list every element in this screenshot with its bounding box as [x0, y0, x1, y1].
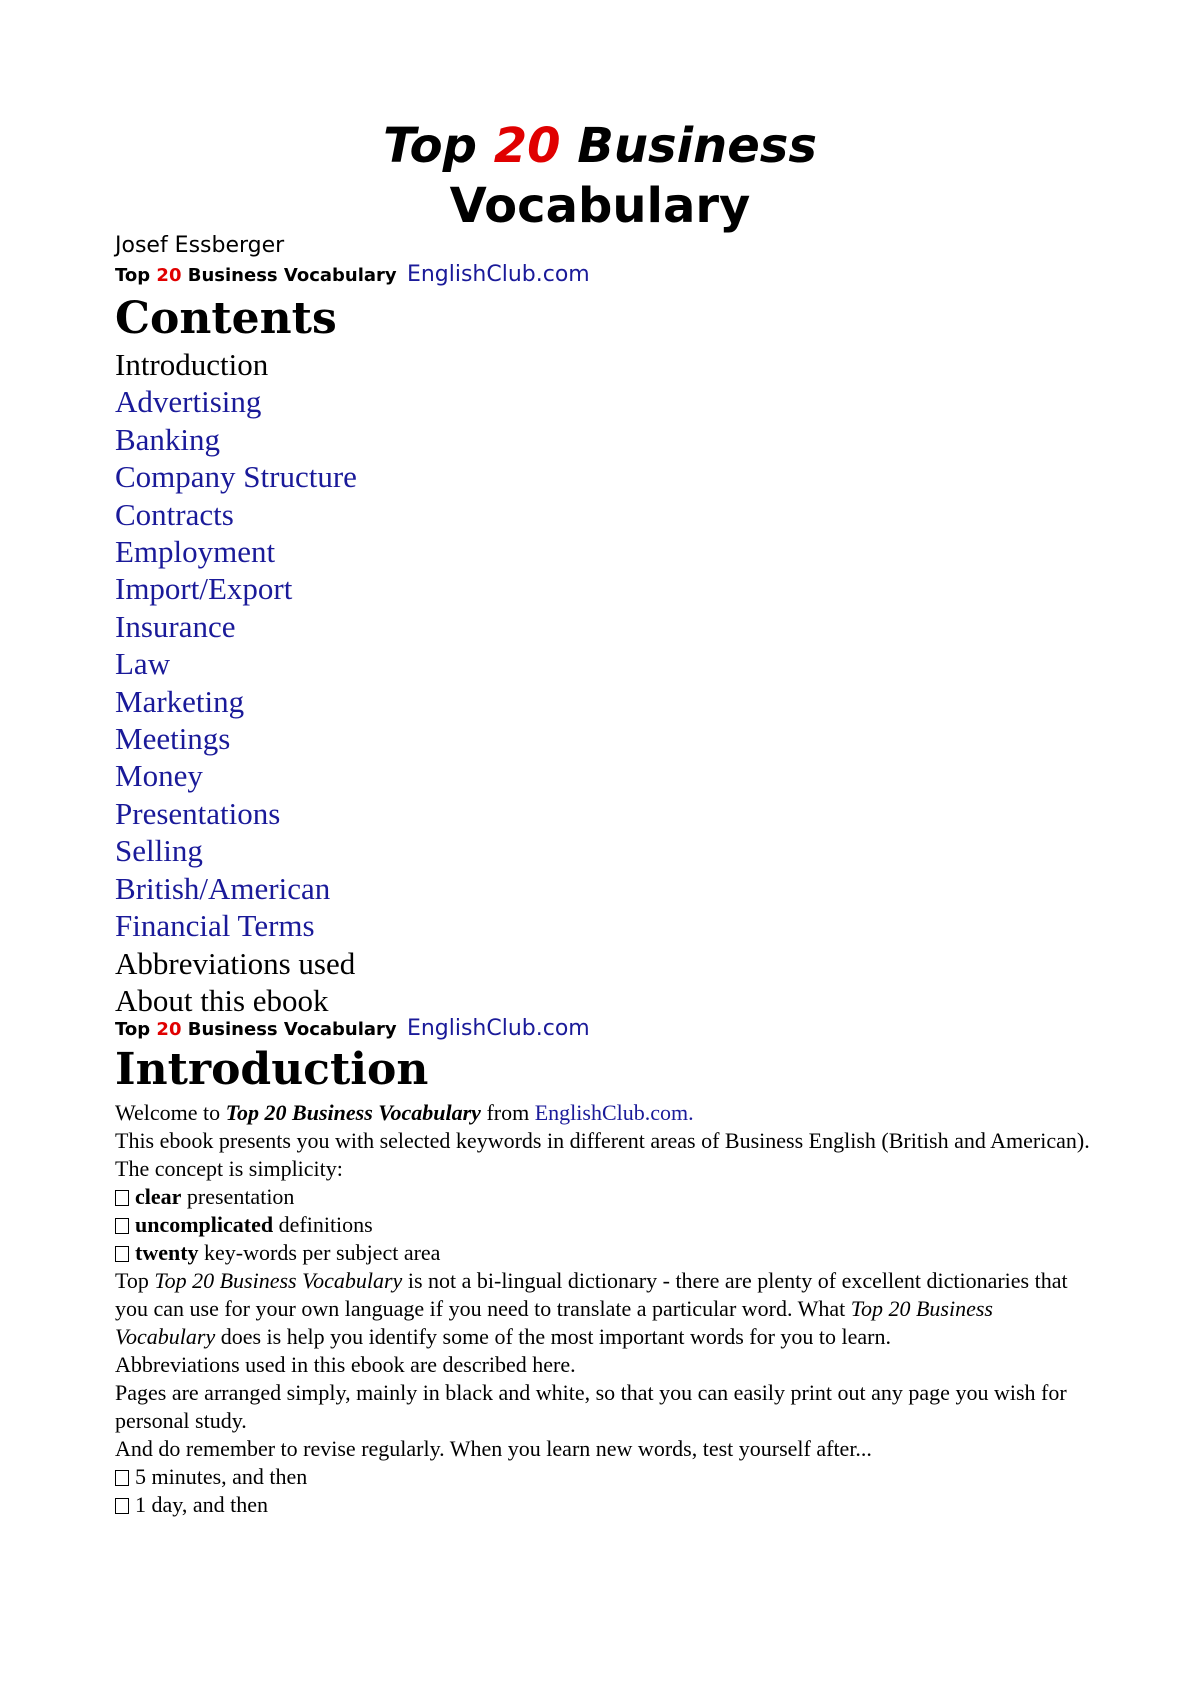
dictionary-paragraph	[115, 1267, 1090, 1351]
table-of-contents	[115, 346, 357, 1019]
introduction-heading: Introduction	[115, 1044, 429, 1095]
welcome-site-link[interactable]: EnglishClub.com.	[534, 1100, 694, 1125]
toc-item[interactable]: Insurance	[115, 608, 236, 644]
bullet-box-icon	[115, 1246, 129, 1262]
running-header-site-link[interactable]: EnglishClub.com	[406, 262, 590, 287]
bullet-keyword: clear	[135, 1184, 182, 1209]
toc-item[interactable]: Law	[115, 646, 171, 682]
revise-bullet-item	[115, 1463, 1090, 1491]
welcome-book-title: Top 20 Business Vocabulary	[225, 1100, 481, 1125]
toc-item[interactable]: Advertising	[115, 384, 262, 420]
bullet-box-icon	[115, 1218, 129, 1234]
welcome-from: from	[486, 1100, 530, 1125]
bullet-box-icon	[115, 1498, 129, 1514]
concept-bullet-list	[115, 1183, 1090, 1267]
toc-item[interactable]: Contracts	[115, 496, 234, 532]
toc-item: About this ebook	[115, 982, 329, 1018]
title-word-top: Top	[383, 118, 477, 174]
running-header-prefix: Top	[115, 1019, 151, 1040]
welcome-paragraph	[115, 1099, 1090, 1127]
welcome-prefix: Welcome to	[115, 1100, 221, 1125]
author-name: Josef Essberger	[115, 233, 285, 258]
toc-item: Abbreviations used	[115, 945, 356, 981]
running-header-site-link[interactable]: EnglishClub.com	[406, 1016, 590, 1041]
bullet-box-icon	[115, 1470, 129, 1486]
toc-item[interactable]: Presentations	[115, 795, 281, 831]
bullet-item	[115, 1211, 1090, 1239]
revise-paragraph: And do remember to revise regularly. When you learn new words, test yourself after...	[115, 1436, 872, 1461]
revise-bullet-text: 5 minutes, and then	[135, 1464, 308, 1489]
bullet-text: definitions	[273, 1212, 373, 1237]
document-title-line2: Vocabulary	[449, 178, 751, 234]
bullet-box-icon	[115, 1190, 129, 1206]
running-header	[115, 262, 590, 287]
dictionary-book-title-2: Top 20 Business Vocabulary	[115, 1296, 993, 1349]
bullet-keyword: uncomplicated	[135, 1212, 274, 1237]
running-header-number: 20	[156, 1019, 182, 1040]
bullet-keyword: twenty	[135, 1240, 199, 1265]
dictionary-text-end: does is help you identify some of the most important words for you to learn.	[215, 1324, 891, 1349]
running-header-number: 20	[156, 265, 182, 286]
dictionary-text: is not a bi-lingual dictionary - there are plenty of excellent dictionaries that you can use for your own language if you need to translate a particular word. What	[115, 1268, 1068, 1321]
dictionary-book-title: Top 20 Business Vocabulary	[154, 1268, 403, 1293]
toc-item[interactable]: Marketing	[115, 683, 245, 719]
running-header-suffix: Business Vocabulary	[187, 265, 397, 286]
running-header	[115, 1016, 590, 1041]
bullet-text: key-words per subject area	[198, 1240, 441, 1265]
bullet-text: presentation	[181, 1184, 295, 1209]
dictionary-prefix: Top	[115, 1268, 149, 1293]
revise-bullet-item	[115, 1491, 1090, 1519]
toc-item[interactable]: Import/Export	[115, 571, 293, 607]
abbreviations-paragraph: Abbreviations used in this ebook are described here.	[115, 1352, 576, 1377]
concept-paragraph: The concept is simplicity:	[115, 1156, 343, 1181]
title-word-business: Business	[577, 118, 817, 174]
presents-paragraph: This ebook presents you with selected keywords in different areas of Business English (British and American).	[115, 1128, 1090, 1153]
title-number: 20	[493, 118, 561, 174]
toc-item[interactable]: Financial Terms	[115, 908, 315, 944]
toc-item: Introduction	[115, 347, 269, 382]
toc-item[interactable]: Company Structure	[115, 459, 357, 495]
bullet-item	[115, 1183, 1090, 1211]
contents-heading: Contents	[115, 293, 337, 344]
toc-item[interactable]: Money	[115, 758, 203, 794]
toc-item[interactable]: Selling	[115, 833, 203, 869]
bullet-item	[115, 1239, 1090, 1267]
toc-item[interactable]: Employment	[115, 534, 276, 570]
introduction-body	[115, 1099, 1090, 1519]
running-header-prefix: Top	[115, 265, 151, 286]
toc-item[interactable]: Banking	[115, 421, 221, 457]
running-header-suffix: Business Vocabulary	[187, 1019, 397, 1040]
revise-bullet-text: 1 day, and then	[135, 1492, 268, 1517]
pages-paragraph: Pages are arranged simply, mainly in black and white, so that you can easily print out any page you wish for personal study.	[115, 1380, 1067, 1433]
toc-item[interactable]: British/American	[115, 870, 331, 906]
document-title-line1	[0, 116, 1200, 176]
revise-bullet-list	[115, 1463, 1090, 1519]
toc-item[interactable]: Meetings	[115, 721, 231, 757]
